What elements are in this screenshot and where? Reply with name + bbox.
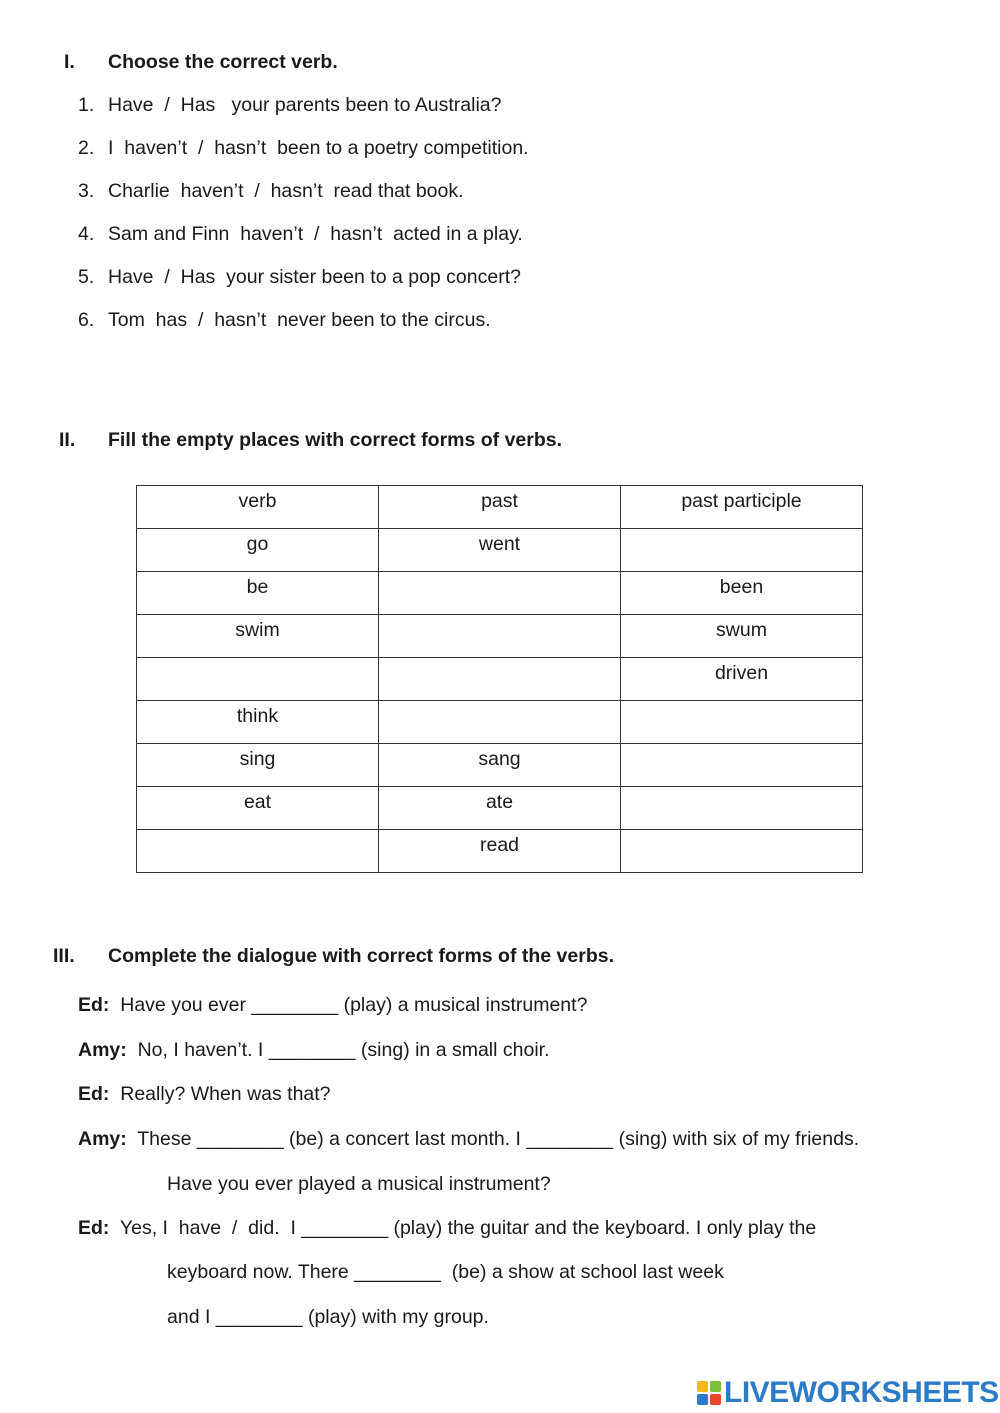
- cell-past[interactable]: [379, 658, 621, 701]
- section1-title: Choose the correct verb.: [108, 51, 338, 73]
- dialogue-text: keyboard now. There ________ (be) a show at school last week: [167, 1261, 724, 1283]
- cell-verb: eat: [137, 787, 379, 830]
- cell-verb: go: [137, 529, 379, 572]
- section3-title: Complete the dialogue with correct forms of the verbs.: [108, 945, 615, 967]
- section1-item-3: [78, 180, 464, 203]
- cell-past-participle[interactable]: [621, 787, 863, 830]
- liveworksheets-logo[interactable]: [697, 1377, 999, 1409]
- item-number: 3.: [78, 180, 95, 202]
- cell-past-participle[interactable]: [621, 830, 863, 873]
- item-number: 6.: [78, 309, 95, 331]
- cell-verb[interactable]: [137, 658, 379, 701]
- dialogue-text: Have you ever played a musical instrument?: [167, 1173, 551, 1195]
- cell-past-participle: driven: [621, 658, 863, 701]
- speaker: Ed:: [78, 994, 110, 1016]
- section1-roman: I.: [64, 51, 75, 73]
- dialogue-line-5: [167, 1173, 551, 1196]
- section1-item-4: [78, 223, 523, 246]
- cell-past[interactable]: [379, 701, 621, 744]
- cell-past[interactable]: [379, 615, 621, 658]
- dialogue-line-7: [167, 1261, 724, 1284]
- logo-text: LIVEWORKSHEETS: [724, 1376, 999, 1409]
- dialogue-line-8: [167, 1306, 489, 1329]
- section2-title: Fill the empty places with correct forms of verbs.: [108, 429, 563, 451]
- table-row: [137, 658, 863, 701]
- item-text: Tom has / hasn’t never been to the circus.: [108, 309, 491, 331]
- table-row: [137, 529, 863, 572]
- cell-past-participle: swum: [621, 615, 863, 658]
- cell-past: ate: [379, 787, 621, 830]
- header-verb: verb: [137, 486, 379, 529]
- dialogue-line-1: [78, 994, 587, 1017]
- speaker: Amy:: [78, 1128, 127, 1150]
- dialogue-line-6: [78, 1217, 816, 1240]
- table-row: [137, 744, 863, 787]
- verb-forms-table: [136, 485, 863, 873]
- cell-past: sang: [379, 744, 621, 787]
- cell-verb: swim: [137, 615, 379, 658]
- cell-past-participle[interactable]: [621, 744, 863, 787]
- dialogue-text: Really? When was that?: [109, 1083, 331, 1105]
- dialogue-text: No, I haven’t. I ________ (sing) in a small choir.: [126, 1039, 550, 1061]
- cell-past-participle[interactable]: [621, 529, 863, 572]
- header-past-participle: past participle: [621, 486, 863, 529]
- header-past: past: [379, 486, 621, 529]
- item-number: 4.: [78, 223, 95, 245]
- cell-past: read: [379, 830, 621, 873]
- table-row: [137, 572, 863, 615]
- item-number: 1.: [78, 94, 95, 116]
- section3-roman: III.: [53, 945, 75, 967]
- dialogue-line-4: [78, 1128, 859, 1151]
- item-text: Charlie haven’t / hasn’t read that book.: [108, 180, 464, 202]
- speaker: Ed:: [78, 1083, 110, 1105]
- dialogue-line-3: [78, 1083, 331, 1106]
- cell-verb: sing: [137, 744, 379, 787]
- cell-past-participle[interactable]: [621, 701, 863, 744]
- section1-item-6: [78, 309, 491, 332]
- cell-verb[interactable]: [137, 830, 379, 873]
- section1-item-2: [78, 137, 529, 160]
- table-row: [137, 830, 863, 873]
- cell-past-participle: been: [621, 572, 863, 615]
- table-row: [137, 787, 863, 830]
- cell-verb: be: [137, 572, 379, 615]
- table-row: [137, 701, 863, 744]
- cell-past: went: [379, 529, 621, 572]
- table-row: [137, 615, 863, 658]
- cell-verb: think: [137, 701, 379, 744]
- cell-past[interactable]: [379, 572, 621, 615]
- dialogue-text: and I ________ (play) with my group.: [167, 1306, 489, 1328]
- dialogue-line-2: [78, 1039, 550, 1062]
- speaker: Ed:: [78, 1217, 110, 1239]
- item-number: 2.: [78, 137, 95, 159]
- table-header-row: [137, 486, 863, 529]
- dialogue-text: Yes, I have / did. I ________ (play) the guitar and the keyboard. I only play the: [109, 1217, 817, 1239]
- section1-item-5: [78, 266, 521, 289]
- item-text: Have / Has your parents been to Australia?: [108, 94, 502, 116]
- section1-item-1: [78, 94, 501, 117]
- dialogue-text: Have you ever ________ (play) a musical instrument?: [109, 994, 588, 1016]
- item-number: 5.: [78, 266, 95, 288]
- section2-roman: II.: [59, 429, 76, 451]
- speaker: Amy:: [78, 1039, 127, 1061]
- item-text: Sam and Finn haven’t / hasn’t acted in a play.: [108, 223, 523, 245]
- item-text: I haven’t / hasn’t been to a poetry competition.: [108, 137, 529, 159]
- liveworksheets-logo-icon: [697, 1381, 721, 1405]
- item-text: Have / Has your sister been to a pop concert?: [108, 266, 521, 288]
- dialogue-text: These ________ (be) a concert last month. I ________ (sing) with six of my friends.: [126, 1128, 860, 1150]
